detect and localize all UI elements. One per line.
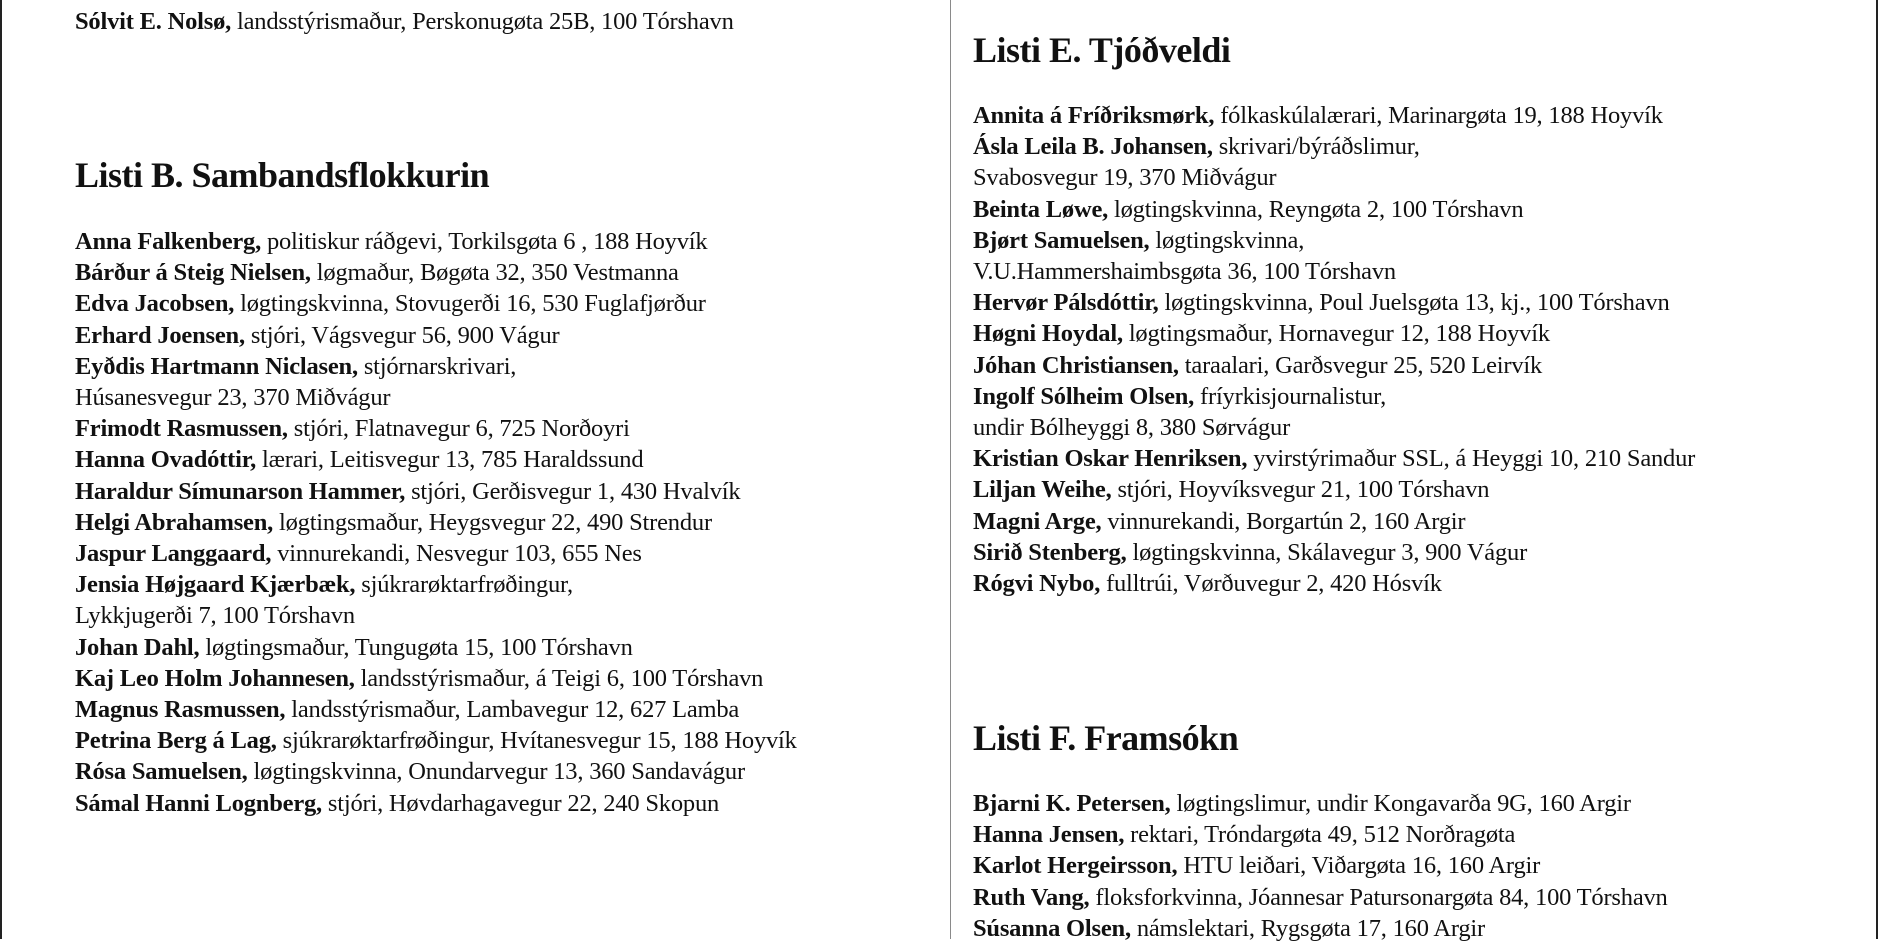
candidate-details: stjórnarskrivari, — [357, 352, 517, 380]
candidate-name: Annita á Fríðriksmørk, — [973, 102, 1215, 129]
candidate-name: Eyðdis Hartmann Niclasen, — [75, 352, 358, 380]
candidate-details: floksforkvinna, Jóannesar Patursonargøta 84, 100 Tórshavn — [1089, 883, 1668, 911]
candidate-name: Anna Falkenberg, — [75, 228, 262, 255]
candidate-details: løgtingsmaður, Hornavegur 12, 188 Hoyvík — [1122, 320, 1550, 348]
candidate-entry — [75, 320, 797, 351]
candidate-details: politiskur ráðgevi, Torkilsgøta 6 , 188 Hoyvík — [261, 228, 708, 255]
candidate-entry — [973, 882, 1668, 913]
candidate-details: HTU leiðari, Viðargøta 16, 160 Argir — [1177, 852, 1541, 880]
candidate-entry — [75, 444, 797, 475]
page-left-border — [0, 0, 2, 939]
candidate-name: Beinta Løwe, — [973, 195, 1109, 223]
candidate-entry — [973, 850, 1668, 881]
candidate-entry — [973, 537, 1695, 568]
candidate-entry — [75, 507, 797, 538]
candidate-details: landsstýrismaður, á Teigi 6, 100 Tórshavn — [354, 664, 764, 692]
candidate-details: taraalari, Garðsvegur 25, 520 Leirvík — [1178, 351, 1543, 379]
candidate-details: løgtingskvinna, Stovugerði 16, 530 Fuglafjørður — [234, 290, 706, 318]
candidate-entry — [75, 6, 734, 37]
candidate-name: Hanna Ovadóttir, — [75, 446, 257, 474]
candidate-details: løgtingsmaður, Heygsvegur 22, 490 Strendur — [273, 508, 712, 536]
candidate-details: fólkaskúlalærari, Marinargøta 19, 188 Hoyvík — [1214, 102, 1663, 129]
candidate-name: Frimodt Rasmussen, — [75, 415, 288, 443]
candidate-entry — [75, 476, 797, 507]
candidate-entry — [75, 257, 797, 288]
candidate-entry — [973, 819, 1668, 850]
candidate-name: Petrina Berg á Lag, — [75, 727, 277, 755]
candidate-address: Lykkjugerði 7, 100 Tórshavn — [75, 602, 355, 630]
candidate-name: Helgi Abrahamsen, — [75, 508, 274, 536]
candidate-address: V.U.Hammershaimbsgøta 36, 100 Tórshavn — [973, 258, 1396, 286]
candidate-details: løgmaður, Bøgøta 32, 350 Vestmanna — [310, 259, 679, 287]
candidate-name: Høgni Hoydal, — [973, 320, 1123, 348]
candidate-name: Liljan Weihe, — [973, 476, 1112, 504]
candidate-entry — [973, 225, 1695, 256]
candidate-name: Sámal Hanni Lognberg, — [75, 789, 322, 817]
candidate-entry — [75, 413, 797, 444]
candidate-details: stjóri, Flatnavegur 6, 725 Norðoyri — [287, 415, 630, 443]
candidate-details: løgtingsmaður, Tungugøta 15, 100 Tórshavn — [199, 633, 633, 661]
candidate-entry — [973, 443, 1695, 474]
candidate-details: løgtingskvinna, Onundarvegur 13, 360 Sandavágur — [247, 758, 745, 786]
candidate-address: undir Bólheyggi 8, 380 Sørvágur — [973, 414, 1291, 442]
candidate-name: Rógvi Nybo, — [973, 570, 1101, 598]
candidate-name: Rósa Samuelsen, — [75, 758, 248, 786]
candidate-name: Sirið Stenberg, — [973, 538, 1127, 566]
candidate-entry — [973, 194, 1695, 225]
candidate-details: lærari, Leitisvegur 13, 785 Haraldssund — [256, 446, 644, 474]
candidate-entry — [973, 474, 1695, 505]
candidate-name: Bárður á Steig Nielsen, — [75, 259, 311, 287]
candidate-name: Hervør Pálsdóttir, — [973, 289, 1159, 317]
candidate-details: løgtingskvinna, Reyngøta 2, 100 Tórshavn — [1108, 195, 1524, 223]
candidate-entry — [75, 226, 797, 257]
candidate-entry — [75, 663, 797, 694]
candidate-name: Haraldur Símunarson Hammer, — [75, 477, 406, 505]
candidate-entry — [973, 287, 1695, 318]
candidate-address: Svabosvegur 19, 370 Miðvágur — [973, 164, 1277, 192]
candidate-entry — [75, 288, 797, 319]
candidate-entry — [75, 725, 797, 756]
candidate-name: Karlot Hergeirsson, — [973, 852, 1178, 880]
candidate-entry — [75, 538, 797, 569]
candidate-entry — [75, 756, 797, 787]
candidate-name: Jaspur Langgaard, — [75, 540, 272, 568]
candidate-entry — [973, 788, 1668, 819]
candidate-details: fríyrkisjournalistur, — [1194, 382, 1387, 410]
candidate-entry — [973, 318, 1695, 349]
candidate-name: Bjarni K. Petersen, — [973, 790, 1171, 817]
candidate-details: landsstýrismaður, Lambavegur 12, 627 Lamba — [285, 696, 740, 724]
candidate-entry — [75, 694, 797, 725]
candidate-details: rektari, Tróndargøta 49, 512 Norðragøta — [1124, 821, 1516, 849]
candidate-entry — [973, 568, 1695, 599]
candidate-name: Sólvit E. Nolsø, — [75, 8, 232, 35]
candidate-details: stjóri, Gerðisvegur 1, 430 Hvalvík — [405, 477, 741, 505]
candidate-details: skrivari/býráðslimur, — [1212, 133, 1420, 161]
column-divider — [950, 0, 951, 939]
candidate-details: yvirstýrimaður SSL, á Heyggi 10, 210 Sandur — [1247, 445, 1696, 473]
candidate-details: stjóri, Hoyvíksvegur 21, 100 Tórshavn — [1111, 476, 1490, 504]
candidate-entry — [75, 632, 797, 663]
candidate-name: Hanna Jensen, — [973, 821, 1125, 849]
candidate-entry — [75, 351, 797, 382]
candidate-details: vinnurekandi, Borgartún 2, 160 Argir — [1101, 507, 1466, 535]
candidate-entry — [973, 506, 1695, 537]
candidate-address: Húsanesvegur 23, 370 Miðvágur — [75, 384, 391, 412]
candidate-name: Ásla Leila B. Johansen, — [973, 133, 1213, 161]
candidate-name: Ruth Vang, — [973, 883, 1090, 911]
candidate-details: løgtingslimur, undir Kongavarða 9G, 160 Argir — [1170, 790, 1631, 817]
candidate-list — [973, 788, 1668, 944]
candidate-details: stjóri, Høvdarhagavegur 22, 240 Skopun — [321, 789, 720, 817]
candidate-name: Magni Arge, — [973, 507, 1102, 535]
candidate-name: Jóhan Christiansen, — [973, 351, 1179, 379]
candidate-details: landsstýrismaður, Perskonugøta 25B, 100 Tórshavn — [231, 8, 734, 35]
candidate-name: Súsanna Olsen, — [973, 914, 1131, 942]
candidate-details: vinnurekandi, Nesvegur 103, 655 Nes — [271, 540, 642, 568]
candidate-name: Magnus Rasmussen, — [75, 696, 286, 724]
candidate-details: sjúkrarøktarfrøðingur, Hvítanesvegur 15, 188 Hoyvík — [276, 727, 797, 755]
list-title: Listi E. Tjóðveldi — [973, 30, 1231, 70]
candidate-entry — [973, 381, 1695, 412]
list-title: Listi B. Sambandsflokkurin — [75, 155, 490, 195]
candidate-details: fulltrúi, Vørðuvegur 2, 420 Hósvík — [1100, 570, 1442, 598]
candidate-name: Johan Dahl, — [75, 633, 200, 661]
candidate-name: Bjørt Samuelsen, — [973, 226, 1150, 254]
candidate-name: Jensia Højgaard Kjærbæk, — [75, 571, 356, 599]
candidate-details: løgtingskvinna, — [1149, 226, 1305, 254]
candidate-name: Edva Jacobsen, — [75, 290, 235, 318]
candidate-entry — [973, 350, 1695, 381]
candidate-details: løgtingskvinna, Skálavegur 3, 900 Vágur — [1126, 538, 1528, 566]
candidate-name: Ingolf Sólheim Olsen, — [973, 382, 1195, 410]
candidate-entry — [75, 569, 797, 600]
candidate-name: Kristian Oskar Henriksen, — [973, 445, 1248, 473]
candidate-entry — [973, 913, 1668, 944]
candidate-entry — [973, 100, 1695, 131]
list-title: Listi F. Framsókn — [973, 718, 1239, 758]
candidate-entry — [973, 131, 1695, 162]
candidate-name: Kaj Leo Holm Johannesen, — [75, 664, 355, 692]
candidate-list — [75, 226, 797, 819]
candidate-list — [973, 100, 1695, 599]
candidate-name: Erhard Joensen, — [75, 321, 245, 349]
candidate-details: stjóri, Vágsvegur 56, 900 Vágur — [244, 321, 560, 349]
candidate-entry — [75, 788, 797, 819]
candidate-details: námslektari, Rygsgøta 17, 160 Argir — [1130, 914, 1485, 942]
candidate-details: sjúkrarøktarfrøðingur, — [355, 571, 573, 599]
candidate-details: løgtingskvinna, Poul Juelsgøta 13, kj., 100 Tórshavn — [1158, 289, 1670, 317]
